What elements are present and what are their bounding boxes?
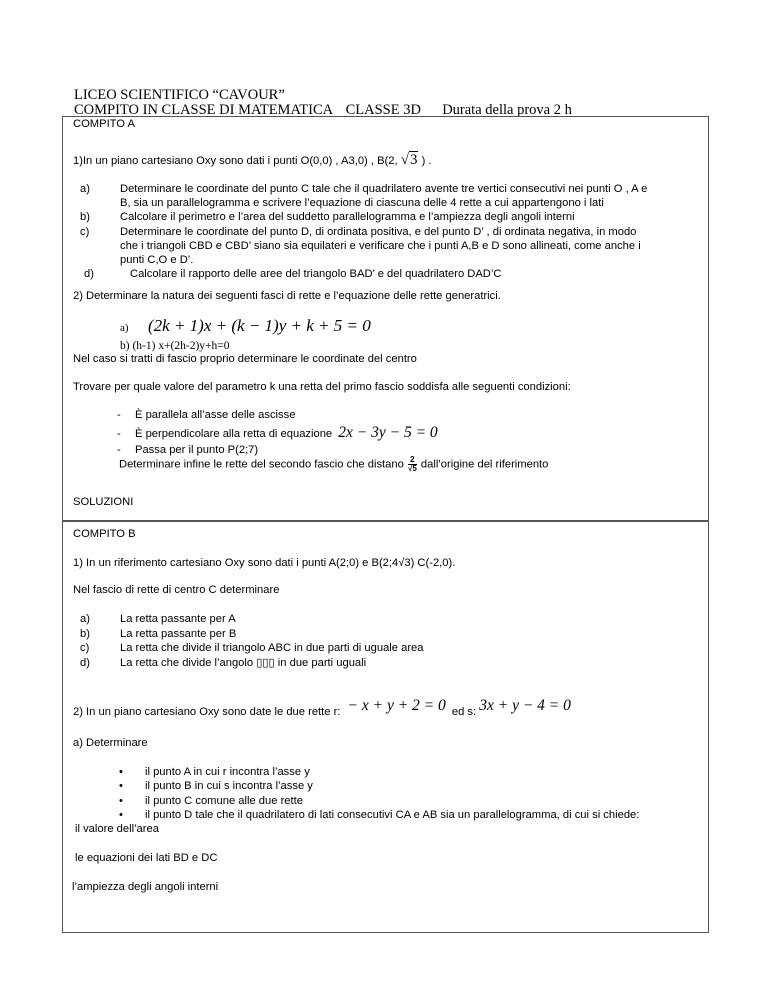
item-label: c) (80, 642, 90, 655)
list-item (80, 627, 424, 642)
cond-item (117, 444, 258, 456)
list-item (80, 210, 647, 224)
fascio-b: b) (h-1) x+(2h-2)y+h=0 (120, 340, 230, 352)
b-bullets (145, 765, 639, 823)
q2-intro: 2) Determinare la natura dei seguenti fasci di rette e l’equazione delle rette generatrici. (73, 290, 501, 302)
dash: - (117, 428, 121, 440)
item-label: b) (80, 627, 90, 640)
fascio-a-equation: (2k + 1)x + (k − 1)y + k + 5 = 0 (148, 316, 371, 335)
list-item (80, 612, 424, 627)
item-label: d) (80, 656, 90, 669)
b-angoli: l’ampiezza degli angoli interni (72, 881, 219, 893)
item-text: La retta passante per B (120, 627, 237, 640)
b-determinare: a) Determinare (73, 737, 148, 749)
cond-item (117, 409, 295, 421)
infine-text (119, 456, 548, 473)
soluzioni-label: SOLUZIONI (73, 496, 134, 508)
frac-numerator: 2 (408, 456, 417, 465)
fraction-two-over-sqrt5 (408, 456, 417, 473)
cond-text: Passa per il punto P(2;7) (135, 444, 259, 456)
infine-post: dall’origine del riferimento (420, 458, 549, 471)
list-item: • il punto C comune alle due rette (145, 794, 639, 808)
duration: Durata della prova 2 h (442, 102, 572, 118)
b-lati: le equazioni dei lati BD e DC (75, 852, 218, 864)
cond-text: È parallela all’asse delle ascisse (135, 409, 296, 421)
trovare-text: Trovare per quale valore del parametro k una retta del primo fascio soddisfa alle seguenti condizioni: (73, 381, 571, 393)
b-fascio: Nel fascio di rette di centro C determinare (73, 584, 280, 596)
list-item (80, 267, 647, 281)
cond-equation: 2x − 3y − 5 = 0 (338, 424, 438, 441)
fascio-a (120, 316, 371, 336)
compito-b-box (62, 520, 709, 933)
list-item (80, 182, 647, 210)
item-text: La retta che divide l’angolo ▯▯▯ in due parti uguali (120, 656, 367, 669)
item-text: Calcolare il rapporto delle aree del triangolo BAD’ e del quadrilatero DAD’C (130, 268, 502, 281)
list-item (80, 225, 647, 268)
b-items (80, 612, 424, 670)
list-item (80, 641, 424, 656)
item-text: punti C,O e D’. (120, 254, 194, 267)
list-item: • il punto B in cui s incontra l’asse y (145, 779, 639, 793)
item-text: Calcolare il perimetro e l’area del suddetto parallelogramma e l’ampiezza degli angoli interni (120, 211, 575, 224)
equation-s: 3x + y − 4 = 0 (479, 697, 571, 714)
cond-item (117, 424, 438, 442)
compito-a-box (62, 116, 709, 522)
q1-intro-text: 1)In un piano cartesiano Oxy sono dati i punti O(0,0) , A3,0) , B(2, (73, 155, 398, 167)
b-q1: 1) In un riferimento cartesiano Oxy sono dati i punti A(2;0) e B(2;4√3) C(-2,0). (73, 557, 456, 569)
b-q2-mid: ed s: (451, 706, 477, 718)
item-text: che i triangoli CBD e CBD’ siano sia equilateri e verificare che i punti A,B e D sono allineati, come anche i (120, 239, 641, 252)
exam-name: COMPITO IN CLASSE DI MATEMATICA (74, 102, 333, 118)
list-item: • il punto D tale che il quadrilatero di lati consecutivi CA e AB sia un parallelogramma, di cui si chiede: (145, 808, 639, 822)
list-item (80, 656, 424, 671)
proprio-text: Nel caso si tratti di fascio proprio determinare le coordinate del centro (73, 353, 417, 365)
item-text: La retta che divide il triangolo ABC in due parti di uguale area (120, 642, 424, 655)
b-area: il valore dell’area (75, 823, 159, 835)
school-title: LICEO SCIENTIFICO “CAVOUR” (74, 87, 285, 103)
equation-r: − x + y + 2 = 0 (347, 697, 446, 714)
dash: - (117, 409, 121, 421)
dash: - (117, 444, 121, 456)
item-text: Determinare le coordinate del punto C tale che il quadrilatero avente tre vertici consecutivi nei punti O , A e (120, 183, 648, 195)
item-text: Determinare le coordinate del punto D, di ordinata positiva, e del punto D’ , di ordinata negativa, in modo (120, 225, 637, 238)
q1-intro (73, 152, 432, 169)
item-label: a) (80, 613, 90, 625)
sqrt-three: √3 (400, 152, 418, 168)
frac-denominator: √5 (407, 464, 417, 473)
list-item: • il punto A in cui r incontra l’asse y (145, 765, 639, 779)
item-label: b) (80, 211, 90, 224)
cond-text: È perpendicolare alla retta di equazione (135, 428, 333, 440)
item-text: La retta passante per A (120, 613, 236, 625)
item-label: c) (80, 225, 90, 238)
fascio-a-label: a) (120, 322, 129, 334)
item-text: B, sia un parallelogramma e scrivere l’equazione di ciascuna delle 4 rette a cui appartengono i lati (120, 197, 604, 210)
infine-pre: Determinare infine le rette del secondo fascio che distano (119, 458, 404, 471)
class-name: CLASSE 3D (345, 102, 421, 118)
q1-items (80, 182, 647, 281)
q1-end-text: ) . (421, 155, 432, 167)
compito-b-label: COMPITO B (73, 528, 136, 540)
sqrt-radicand: 3 (409, 152, 418, 168)
b-q2 (73, 697, 571, 718)
b-q2-pre: 2) In un piano cartesiano Oxy sono date le due rette r: (73, 706, 341, 718)
compito-a-label: COMPITO A (73, 118, 135, 130)
item-label: a) (80, 183, 90, 195)
item-label: d) (84, 268, 94, 281)
